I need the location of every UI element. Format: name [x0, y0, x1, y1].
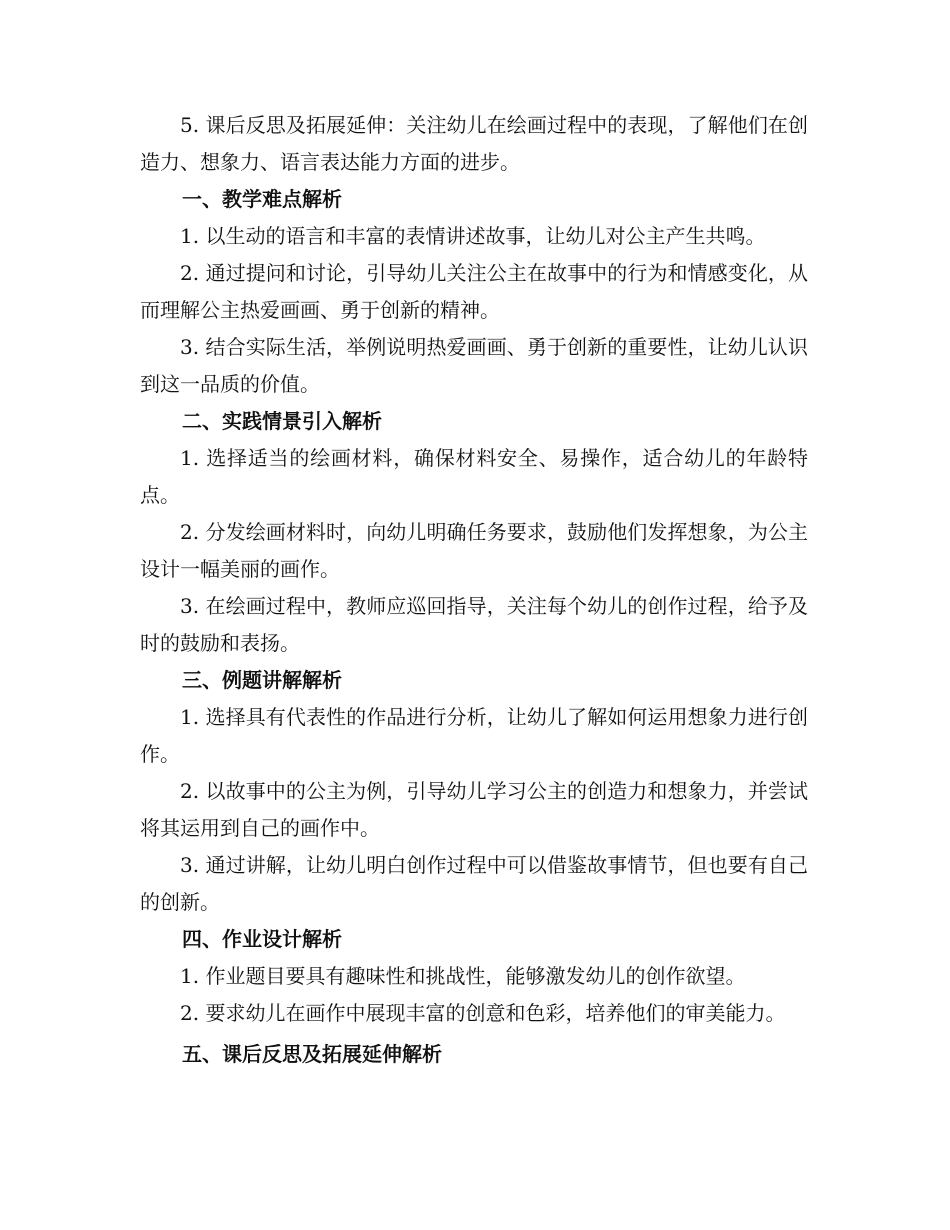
list-item: 2. 通过提问和讨论，引导幼儿关注公主在故事中的行为和情感变化，从而理解公主热爱画画、勇于创新的精神。	[140, 261, 808, 322]
list-item: 1. 作业题目要具有趣味性和挑战性，能够激发幼儿的创作欲望。	[180, 964, 746, 988]
list-item: 1. 选择适当的绘画材料，确保材料安全、易操作，适合幼儿的年龄特点。	[140, 446, 808, 507]
list-item: 2. 以故事中的公主为例，引导幼儿学习公主的创造力和想象力，并尝试将其运用到自己的画作中。	[140, 779, 808, 840]
paragraph-reflection-intro: 5. 课后反思及拓展延伸：关注幼儿在绘画过程中的表现，了解他们在创造力、想象力、语言表达能力方面的进步。	[140, 113, 808, 174]
list-item: 1. 选择具有代表性的作品进行分析，让幼儿了解如何运用想象力进行创作。	[140, 705, 808, 766]
list-item: 3. 通过讲解，让幼儿明白创作过程中可以借鉴故事情节，但也要有自己的创新。	[140, 853, 808, 914]
list-item: 2. 要求幼儿在画作中展现丰富的创意和色彩，培养他们的审美能力。	[180, 1001, 786, 1025]
section-heading-reflection-extension: 五、课后反思及拓展延伸解析	[182, 1042, 442, 1066]
section-heading-homework-design: 四、作业设计解析	[182, 927, 342, 951]
list-item: 1. 以生动的语言和丰富的表情讲述故事，让幼儿对公主产生共鸣。	[180, 224, 766, 248]
section-heading-practice-scenario: 二、实践情景引入解析	[182, 409, 382, 433]
section-heading-teaching-difficulty: 一、教学难点解析	[182, 187, 342, 211]
list-item: 3. 在绘画过程中，教师应巡回指导，关注每个幼儿的创作过程，给予及时的鼓励和表扬。	[140, 594, 808, 655]
document-page	[140, 107, 808, 1073]
list-item: 2. 分发绘画材料时，向幼儿明确任务要求，鼓励他们发挥想象，为公主设计一幅美丽的画作。	[140, 520, 808, 581]
section-heading-example-explanation: 三、例题讲解解析	[182, 668, 342, 692]
list-item: 3. 结合实际生活，举例说明热爱画画、勇于创新的重要性，让幼儿认识到这一品质的价值。	[140, 335, 808, 396]
